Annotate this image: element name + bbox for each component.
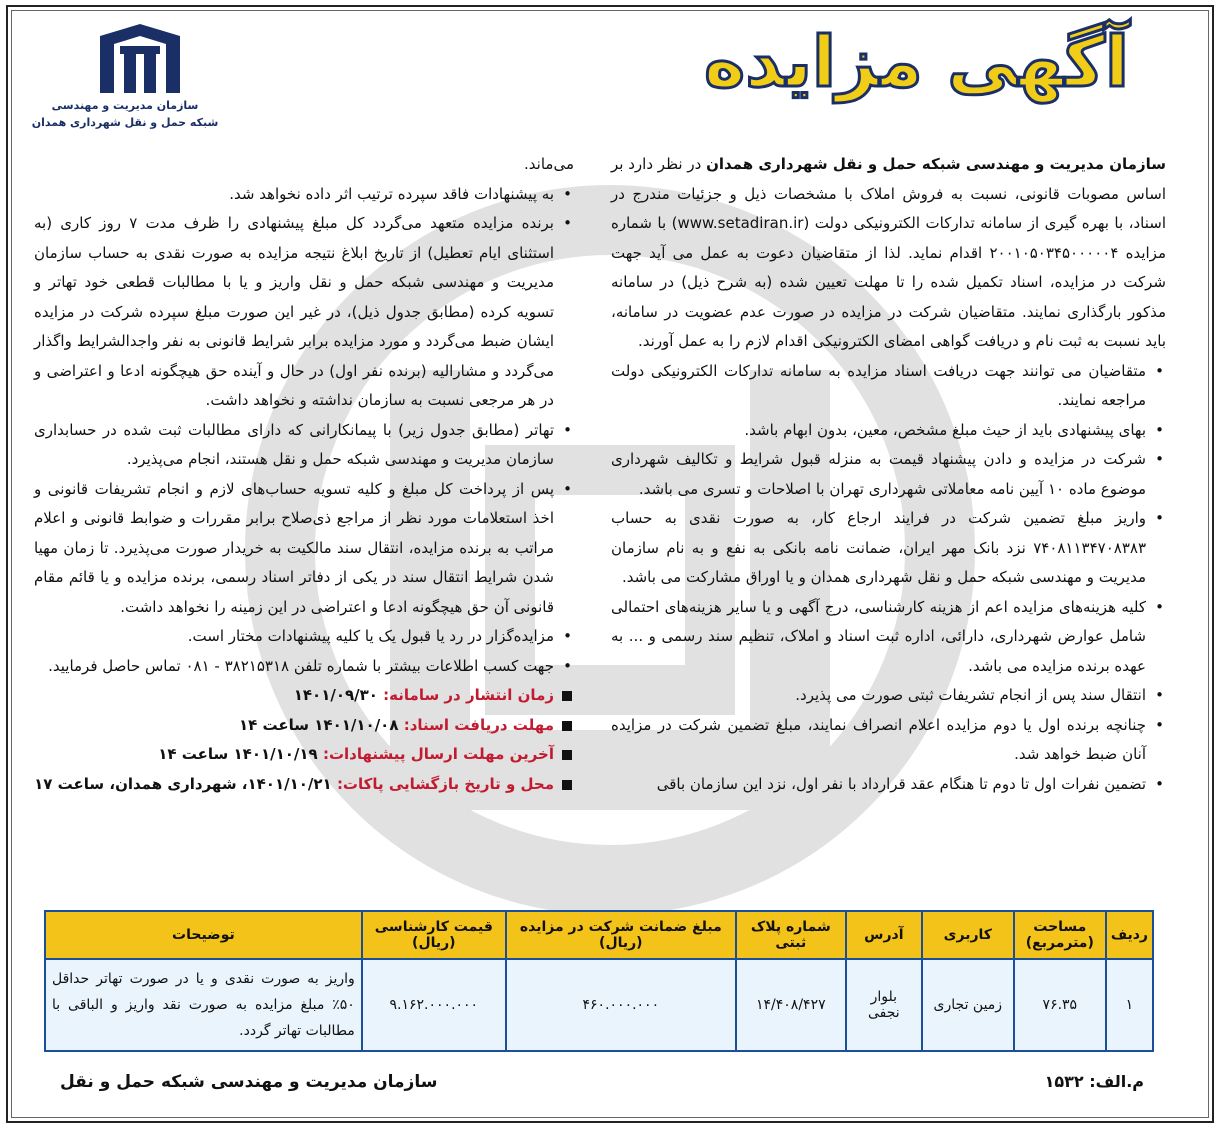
- cell-price: ۹.۱۶۲.۰۰۰.۰۰۰: [362, 959, 506, 1051]
- header-guarantee: مبلغ ضمانت شرکت در مزایده (ریال): [506, 911, 736, 959]
- cell-area: ۷۶.۳۵: [1014, 959, 1106, 1051]
- header-usage: کاربری: [922, 911, 1014, 959]
- date-opening: [34, 770, 574, 800]
- condition-item: • کلیه هزینه‌های مزایده اعم از هزینه کارشناسی، درج آگهی و یا سایر هزینه‌های احتمالی شامل عوارض شهرداری، دارائی، اداره ثبت اسناد و املاک، تنظیم سند رسمی و ... به عهده برنده مزایده می باشد.: [611, 593, 1166, 682]
- table-row: [45, 959, 1153, 1051]
- intro-paragraph: [611, 150, 1166, 357]
- header-area: مساحت (مترمربع): [1014, 911, 1106, 959]
- org-line-2: شبکه حمل و نقل شهرداری همدان: [31, 115, 219, 129]
- intro-org-name: سازمان مدیریت و مهندسی شبکه حمل و نقل شهرداری همدان: [706, 155, 1166, 173]
- condition-item: • شرکت در مزایده و دادن پیشنهاد قیمت به منزله قبول شرایط و تکالیف شهرداری موضوع ماده ۱۰ آیین نامه معاملاتی شهرداری تهران با اصلاحات و تسری می باشد.: [611, 445, 1166, 504]
- condition-item: • به پیشنهادات فاقد سپرده ترتیب اثر داده نخواهد شد.: [34, 180, 574, 210]
- condition-item: • تهاتر (مطابق جدول زیر) با پیمانکارانی که دارای مطالبات ثبت شده در حسابداری سازمان مدیریت و مهندسی شبکه حمل و نقل هستند، انجام می‌پذیرد.: [34, 416, 574, 475]
- date-value: ۱۴۰۱/۱۰/۰۸ ساعت ۱۴: [239, 715, 404, 734]
- condition-item: • چنانچه برنده اول یا دوم مزایده اعلام انصراف نمایند، مبلغ تضمین شرکت در مزایده آنان ضبط خواهد شد.: [611, 711, 1166, 770]
- date-label: آخرین مهلت ارسال پیشنهادات:: [322, 745, 554, 763]
- date-publish: [34, 681, 574, 711]
- condition-item: • برنده مزایده متعهد می‌گردد کل مبلغ پیشنهادی را ظرف مدت ۷ روز کاری (به استثنای ایام تعطیل) از تاریخ ابلاغ نتیجه مزایده به صورت نقدی به حساب سازمان مدیریت و مهندسی شبکه حمل و نقل واریز و یا با مطالبات قطعی خود تهاتر و تسویه کرده (مطابق جدول ذیل)، در غیر این صورت مبلغ سپرده شرکت در مزایده ایشان ضبط می‌گردد و مورد مزایده برابر شرایط قانونی به نفر واجدالشرایط واگذار می‌گردد و مشارالیه (برنده نفر اول) در حال و آینده حق هیچگونه ادعا و اعتراضی و در هر مرجعی نسبت به سازمان نداشته و نخواهد داشت.: [34, 209, 574, 416]
- condition-item: • مزایده‌گزار در رد یا قبول یک یا کلیه پیشنهادات مختار است.: [34, 622, 574, 652]
- date-submission-deadline: [34, 740, 574, 770]
- cell-plate: ۱۴/۴۰۸/۴۲۷: [736, 959, 846, 1051]
- cell-description: واریز به صورت نقدی و یا در صورت تهاتر حداقل ۵۰٪ مبلغ مزایده به صورت نقد واریز و الباقی با مطالبات تهاتر گردد.: [45, 959, 362, 1051]
- org-line-1: سازمان مدیریت و مهندسی: [51, 99, 199, 112]
- cell-address: بلوار نجفی: [846, 959, 922, 1051]
- cell-guarantee: ۴۶۰.۰۰۰.۰۰۰: [506, 959, 736, 1051]
- cell-usage: زمین تجاری: [922, 959, 1014, 1051]
- date-value: ۱۴۰۱/۱۰/۲۱، شهرداری همدان، ساعت ۱۷: [34, 774, 337, 793]
- condition-item: • پس از پرداخت کل مبلغ و کلیه تسویه حساب‌های لازم و انجام تشریفات قانونی و اخذ استعلامات مورد نظر از مراجع ذی‌صلاح برابر مقررات و ضوابط قانونی و اعلام مراتب به برنده مزایده، انتقال سند مالکیت به خریدار صورت می‌پذیرد. تا زمان مهیا شدن شرایط انتقال سند در یکی از دفاتر اسناد رسمی، برنده مزایده و یا قائم مقام قانونی آن حق هیچگونه ادعا و اعتراضی در این زمینه را نخواهد داشت.: [34, 475, 574, 623]
- condition-item: • بهای پیشنهادی باید از حیث مبلغ مشخص، معین، بدون ابهام باشد.: [611, 416, 1166, 446]
- date-label: مهلت دریافت اسناد:: [403, 715, 554, 734]
- date-value: ۱۴۰۱/۱۰/۱۹ ساعت ۱۴: [158, 745, 323, 763]
- date-value: ۱۴۰۱/۰۹/۳۰: [293, 686, 384, 704]
- table-header-row: [45, 911, 1153, 959]
- header-plate: شماره پلاک ثبتی: [736, 911, 846, 959]
- header-description: توضیحات: [45, 911, 362, 959]
- condition-item: • جهت کسب اطلاعات بیشتر با شماره تلفن ۳۸۲۱۵۳۱۸ - ۰۸۱ تماس حاصل فرمایید.: [34, 652, 574, 682]
- header-price: قیمت کارشناسی (ریال): [362, 911, 506, 959]
- footer-ad-code: م.الف: ۱۵۳۲: [1044, 1072, 1144, 1091]
- page-title: آگهی مزایده: [703, 21, 1129, 103]
- date-documents-deadline: [34, 711, 574, 741]
- cell-index: ۱: [1106, 959, 1153, 1051]
- continuation-text: می‌ماند.: [524, 155, 574, 173]
- left-column: [34, 150, 574, 799]
- right-column: [611, 150, 1166, 799]
- footer-organization: سازمان مدیریت و مهندسی شبکه حمل و نقل: [60, 1072, 438, 1092]
- date-label: محل و تاریخ بازگشایی پاکات:: [336, 774, 554, 793]
- organization-name: [30, 98, 220, 131]
- condition-item: • تضمین نفرات اول تا دوم تا هنگام عقد قرارداد با نفر اول، نزد این سازمان باقی: [611, 770, 1166, 800]
- organization-logo: [80, 18, 200, 98]
- condition-item: • متقاضیان می توانند جهت دریافت اسناد مزایده به سامانه تدارکات الکترونیکی دولت مراجعه نمایند.: [611, 357, 1166, 416]
- header-address: آدرس: [846, 911, 922, 959]
- intro-text: در نظر دارد بر اساس مصوبات قانونی، نسبت به فروش املاک با مشخصات ذیل و جزئیات مندرج در اسناد، با بهره گیری از سامانه تدارکات الکترونیکی دولت (www.setadiran.ir) با شماره مزایده ۲۰۰۱۰۵۰۳۴۵۰۰۰۰۰۴ اقدام نماید. لذا از متقاضیان دعوت به عمل می آید جهت شرکت در مزایده، اسناد تکمیل شده را تا مهلت تعیین شده (به شرح ذیل) در سامانه مذکور بارگذاری نمایند. متقاضیان شرکت در مزایده در صورت عدم عضویت در سامانه، باید نسبت به ثبت نام و دریافت گواهی امضای الکترونیکی اقدام لازم را به عمل آورند.: [611, 155, 1167, 350]
- condition-item: • انتقال سند پس از انجام تشریفات ثبتی صورت می پذیرد.: [611, 681, 1166, 711]
- condition-item: • واریز مبلغ تضمین شرکت در فرایند ارجاع کار، به صورت نقدی به حساب ۷۴۰۸۱۱۳۴۷۰۸۳۸۳ نزد بانک مهر ایران، ضمانت نامه بانکی به نفع و به نام سازمان مدیریت و مهندسی شبکه حمل و نقل شهرداری همدان و یا اوراق مشارکت می باشد.: [611, 504, 1166, 593]
- auction-table: [44, 910, 1154, 1052]
- date-label: زمان انتشار در سامانه:: [383, 686, 554, 704]
- header-index: ردیف: [1106, 911, 1153, 959]
